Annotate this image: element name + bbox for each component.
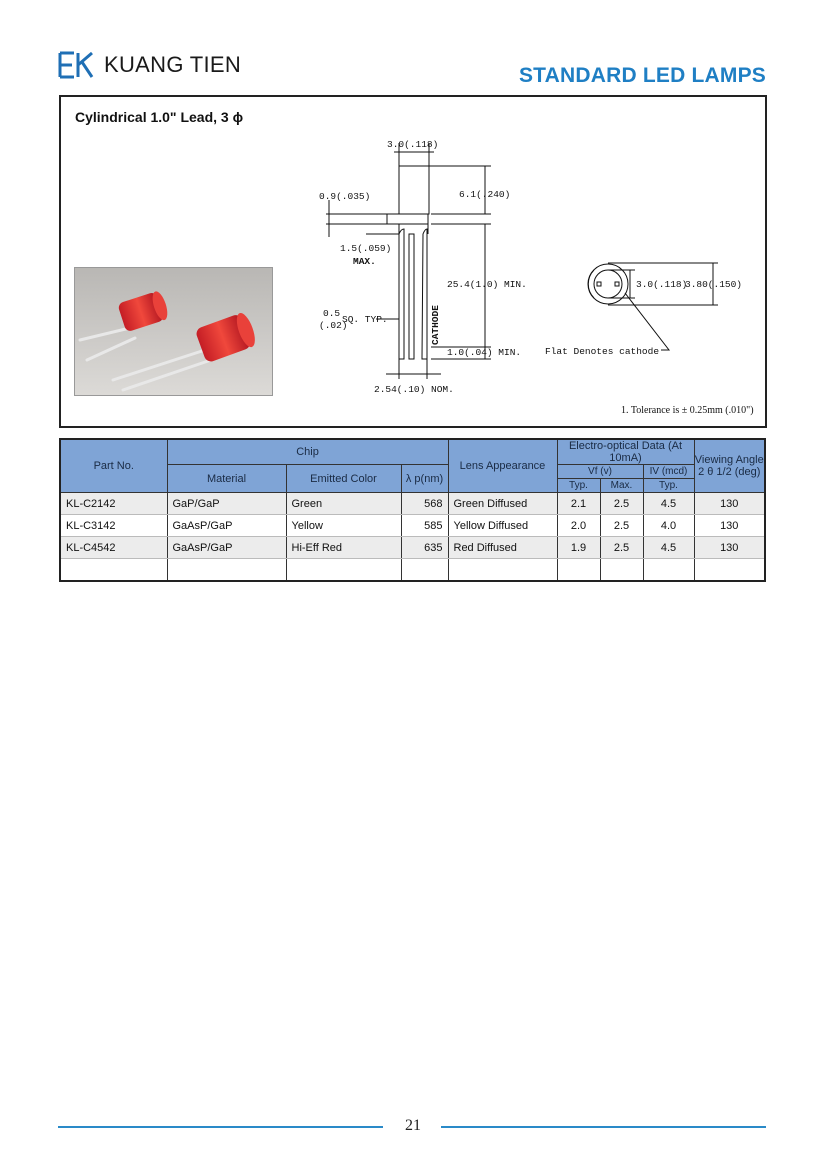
header-lens: Lens Appearance — [448, 439, 557, 493]
cell-lens: Yellow Diffused — [448, 515, 557, 537]
cell-vf-typ: 1.9 — [557, 537, 600, 559]
cell-lens: Red Diffused — [448, 537, 557, 559]
dim-lead-length: 25.4(1.0) MIN. — [447, 279, 527, 290]
page-footer — [0, 1117, 825, 1137]
header-part-no: Part No. — [60, 439, 167, 493]
dim-outer-dia: 3.80(.150) — [685, 279, 743, 290]
cell-angle: 130 — [694, 493, 765, 515]
header-electro: Electro-optical Data (At 10mA) — [557, 439, 694, 465]
dim-flange: 0.9(.035) — [319, 191, 371, 202]
cell-empty — [401, 559, 448, 582]
cell-vf-max: 2.5 — [600, 493, 643, 515]
cathode-label: CATHODE — [430, 305, 441, 345]
dimension-diagram — [59, 95, 767, 428]
company-logo — [58, 50, 241, 80]
header-vf-typ: Typ. — [557, 479, 600, 493]
cell-part: KL-C3142 — [60, 515, 167, 537]
footer-rule-left — [58, 1126, 383, 1128]
header-material: Material — [167, 465, 286, 493]
cell-color: Green — [286, 493, 401, 515]
table-row-empty — [60, 559, 765, 582]
diagram-title: Cylindrical 1.0" Lead, 3 ϕ — [75, 109, 244, 125]
cell-iv-typ: 4.0 — [643, 515, 694, 537]
header-vf-max: Max. — [600, 479, 643, 493]
led-lamp-photo — [74, 267, 273, 396]
dim-pitch: 2.54(.10) NOM. — [374, 384, 454, 395]
page-title: STANDARD LED LAMPS — [518, 64, 766, 87]
dim-sq-typ: SQ. TYP. — [342, 314, 388, 325]
cell-part: KL-C4542 — [60, 537, 167, 559]
cell-part: KL-C2142 — [60, 493, 167, 515]
cell-wavelength: 585 — [401, 515, 448, 537]
header-vf: Vf (v) — [557, 465, 643, 479]
led-lamp-image — [75, 268, 272, 395]
tolerance-note: 1. Tolerance is ± 0.25mm (.010") — [621, 405, 754, 416]
cell-empty — [694, 559, 765, 582]
page-number: 21 — [405, 1117, 421, 1134]
footer-rule-right — [441, 1126, 766, 1128]
header-iv-typ: Typ. — [643, 479, 694, 493]
cell-empty — [557, 559, 600, 582]
cell-material: GaAsP/GaP — [167, 515, 286, 537]
cell-vf-max: 2.5 — [600, 515, 643, 537]
cell-vf-max: 2.5 — [600, 537, 643, 559]
spec-table — [59, 438, 766, 582]
cell-wavelength: 635 — [401, 537, 448, 559]
header-viewing — [694, 439, 765, 493]
cell-empty — [60, 559, 167, 582]
table-row — [60, 515, 765, 537]
cell-empty — [448, 559, 557, 582]
cell-vf-typ: 2.1 — [557, 493, 600, 515]
brand-name: KUANG TIEN — [104, 52, 242, 77]
cell-angle: 130 — [694, 515, 765, 537]
table-row — [60, 537, 765, 559]
cell-empty — [643, 559, 694, 582]
cell-vf-typ: 2.0 — [557, 515, 600, 537]
dim-lead-sq-bottom: (.02) — [319, 320, 348, 331]
flat-note: Flat Denotes cathode — [545, 346, 660, 357]
dim-lead-gap: 1.0(.04) MIN. — [447, 347, 522, 358]
cell-color: Hi-Eff Red — [286, 537, 401, 559]
cell-lens: Green Diffused — [448, 493, 557, 515]
header-wavelength: λ p(nm) — [401, 465, 448, 493]
dim-flange-dia: 1.5(.059) — [340, 243, 392, 254]
cell-empty — [600, 559, 643, 582]
dim-body-height: 6.1(.240) — [459, 189, 511, 200]
header-viewing-line2: 2 θ 1/2 (deg) — [698, 466, 761, 478]
header-chip: Chip — [167, 439, 448, 465]
cell-iv-typ: 4.5 — [643, 493, 694, 515]
header-viewing-line1: Viewing Angle — [694, 454, 764, 466]
dim-inner-dia: 3.0(.118) — [636, 279, 688, 290]
dim-lead-sq-top: 0.5 — [323, 308, 341, 319]
header-iv: IV (mcd) — [643, 465, 694, 479]
cell-material: GaP/GaP — [167, 493, 286, 515]
kt-logo-icon — [58, 50, 96, 80]
dim-max: MAX. — [353, 256, 376, 267]
table-row — [60, 493, 765, 515]
cell-iv-typ: 4.5 — [643, 537, 694, 559]
cell-empty — [286, 559, 401, 582]
dim-top-width: 3.0(.118) — [387, 139, 439, 150]
header-emitted-color: Emitted Color — [286, 465, 401, 493]
cell-wavelength: 568 — [401, 493, 448, 515]
cell-material: GaAsP/GaP — [167, 537, 286, 559]
cell-color: Yellow — [286, 515, 401, 537]
cell-empty — [167, 559, 286, 582]
cell-angle: 130 — [694, 537, 765, 559]
